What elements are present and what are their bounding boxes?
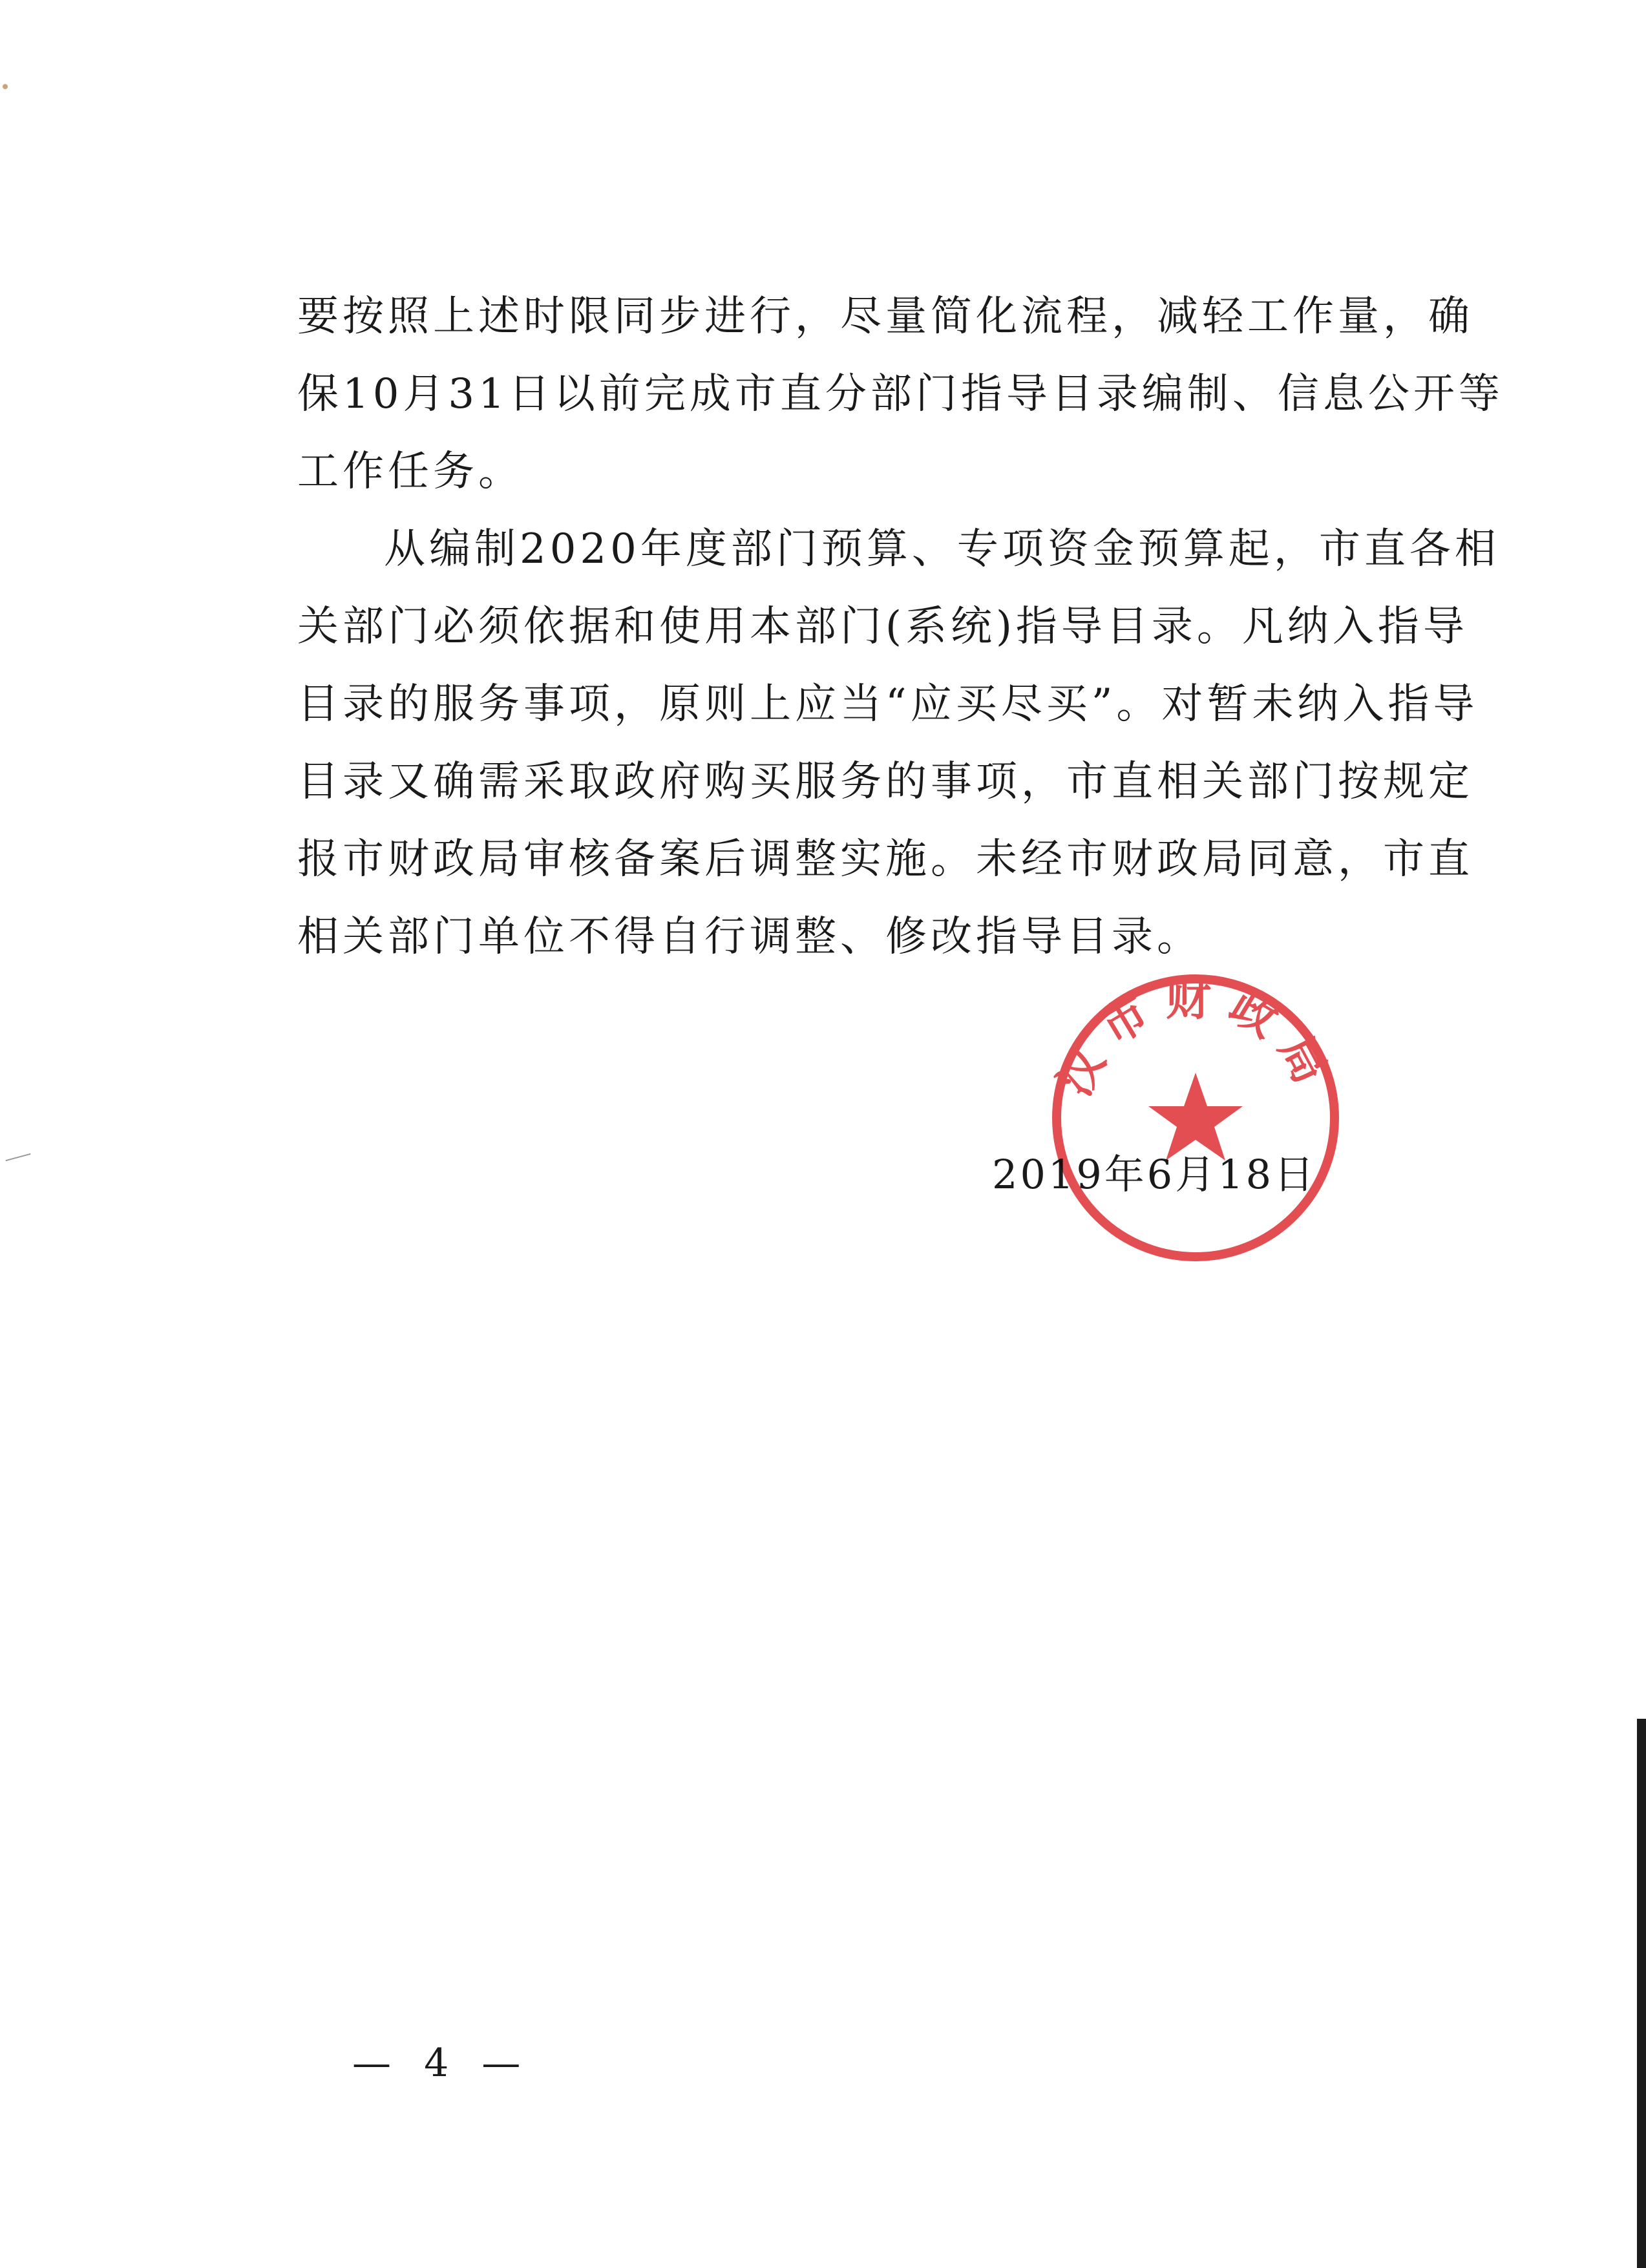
seal-text: 汉市财政局 — [1047, 972, 1344, 1105]
paragraph-directory-usage: 从编制2020年度部门预算、专项资金预算起，市直各相关部门必须依据和使用本部门(系统)指导目录。凡纳入指导目录的服务事项，原则上应当“应买尽买”。对暂未纳入指导目录又确需采取政府购买服务的事项，市直相关部门按规定报市财政局审核备案后调整实施。未经市财政局同意，市直相关部门单位不得自行调整、修改指导目录。 — [297, 525, 1500, 961]
page-number: — 4 — — [352, 2041, 531, 2086]
issue-date: 2019年6月18日 — [992, 1151, 1317, 1198]
paper-speck — [3, 84, 8, 89]
official-seal — [1034, 956, 1357, 1279]
paragraph-continuation: 要按照上述时限同步进行，尽量简化流程，减轻工作量，确保10月31日以前完成市直分部门指导目录编制、信息公开等工作任务。 — [297, 293, 1504, 496]
scan-edge — [1637, 1719, 1646, 2268]
document-body — [297, 278, 1506, 976]
scan-mark — [5, 1153, 30, 1161]
seal-star-icon — [1148, 1073, 1243, 1160]
